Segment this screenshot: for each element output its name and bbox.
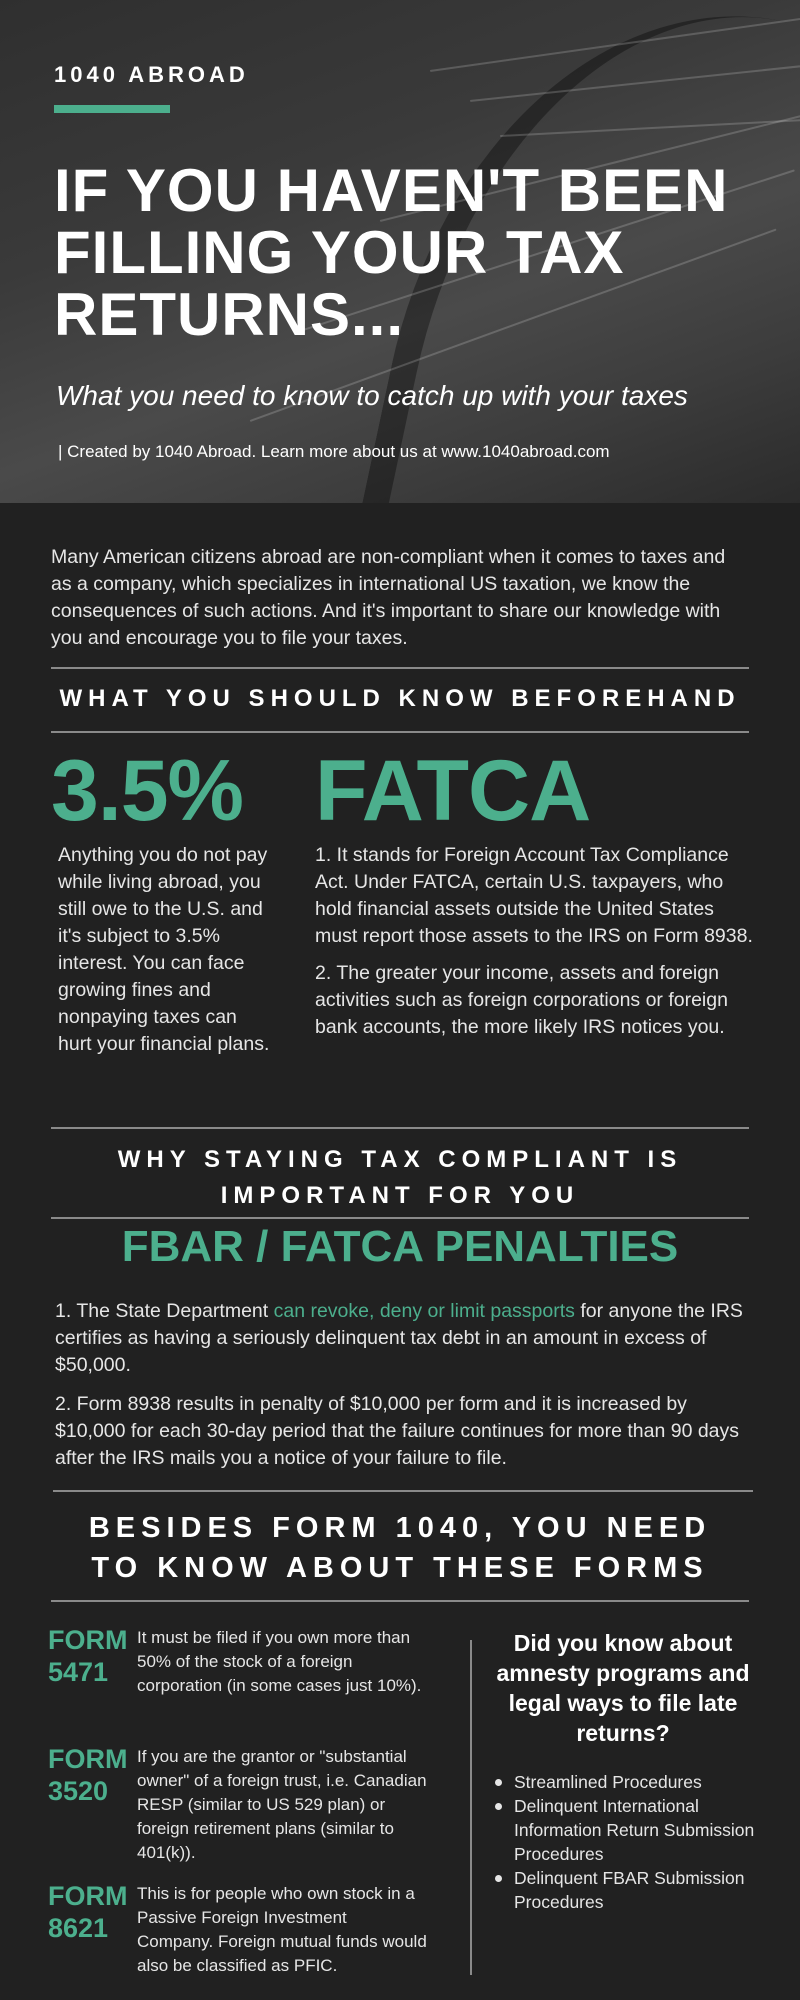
bullet-icon [495,1803,502,1810]
section-title-forms [0,1508,800,1588]
penalty-point-2: 2. Form 8938 results in penalty of $10,000 per form and it is increased by $10,000 for each 30-day period that the failure continues for more than 90 days after the IRS mails you a notice of your failure to file. [55,1393,740,1469]
list-item-label: Delinquent FBAR Submission Procedures [514,1868,745,1912]
form-description: It must be filed if you own more than 50% of the stock of a foreign corporation (in some cases just 10%). [137,1628,422,1695]
amnesty-list [488,1770,758,1914]
hero-banner [0,0,800,503]
penalty-point-1 [55,1298,755,1379]
list-item-label: Streamlined Procedures [514,1772,702,1792]
fatca-point-1: 1. It stands for Foreign Account Tax Compliance Act. Under FATCA, certain U.S. taxpayers, who hold financial assets outside the United States must report those assets to the IRS on Form 8938. [315,844,753,947]
form-label-number: 3520 [48,1776,109,1806]
form-description: This is for people who own stock in a Passive Foreign Investment Company. Foreign mutual funds would also be classified as PFIC. [137,1884,427,1975]
divider [53,1490,753,1492]
form-label [48,1880,132,1944]
intro-paragraph: Many American citizens abroad are non-compliant when it comes to taxes and as a company, which specializes in international US taxation, we know the consequences of such actions. And it's important to share our knowledge with you and encourage you to file your taxes. [51,546,726,649]
page-title: IF YOU HAVEN'T BEEN FILLING YOUR TAX RETURNS... [54,157,729,348]
divider [51,667,749,669]
fatca-description [315,842,755,1041]
vertical-divider [470,1640,472,1975]
form-label-number: 5471 [48,1657,109,1687]
form-label-word: FORM [48,1881,128,1911]
amnesty-title: Did you know about amnesty programs and legal ways to file late returns? [496,1630,750,1746]
form-description: If you are the grantor or "substantial owner" of a foreign trust, i.e. Canadian RESP (similar to US 529 plan) or foreign retirement plans (similar to 401(k)). [137,1747,427,1862]
interest-description: Anything you do not pay while living abroad, you still owe to the U.S. and it's subject to 3.5% interest. You can face growing fines and nonpaying taxes can hurt your financial plans. [58,844,270,1055]
form-label [48,1624,132,1688]
amnesty-box [488,1628,758,1914]
forms-title-line-1: BESIDES FORM 1040, YOU NEED [88,1512,712,1544]
list-item [488,1770,758,1794]
passport-link[interactable]: can revoke, deny or limit passports [273,1300,575,1322]
brand-name: 1040 ABROAD [54,62,249,87]
fatca-stat: FATCA [315,743,591,839]
divider [51,731,749,733]
interest-rate-stat: 3.5% [51,743,244,839]
page-subtitle: What you need to know to catch up with your taxes [56,380,688,411]
bullet-icon [495,1875,502,1882]
penalty-point-1-end: for anyone the IRS certifies as having a seriously delinquent tax debt in an amount in excess of $50,000. [55,1300,743,1376]
compliance-title-line-2: IMPORTANT FOR YOU [220,1182,580,1209]
compliance-title-line-1: WHY STAYING TAX COMPLIANT IS [117,1146,683,1173]
penalty-point-1-start: 1. The State Department [55,1300,274,1322]
penalties-heading: FBAR / FATCA PENALTIES [121,1222,679,1271]
bullet-icon [495,1779,502,1786]
forms-title-line-2: TO KNOW ABOUT THESE FORMS [91,1552,709,1584]
credit-line: | Created by 1040 Abroad. Learn more about us at www.1040abroad.com [58,442,610,461]
section-title-compliance [0,1142,800,1214]
fatca-point-2: 2. The greater your income, assets and foreign activities such as foreign corporations or foreign bank accounts, the more likely IRS notices you. [315,962,728,1038]
penalties-text [55,1298,755,1472]
divider [51,1127,749,1129]
list-item [488,1866,758,1914]
list-item-label: Delinquent International Information Return Submission Procedures [514,1796,755,1864]
form-label-word: FORM [48,1625,128,1655]
section-title-beforehand: WHAT YOU SHOULD KNOW BEFOREHAND [59,685,741,712]
brand-underline [54,105,170,113]
form-label-word: FORM [48,1744,128,1774]
divider [51,1217,749,1219]
list-item [488,1794,758,1866]
divider [51,1600,749,1602]
form-label-number: 8621 [48,1913,109,1943]
form-label [48,1743,132,1807]
